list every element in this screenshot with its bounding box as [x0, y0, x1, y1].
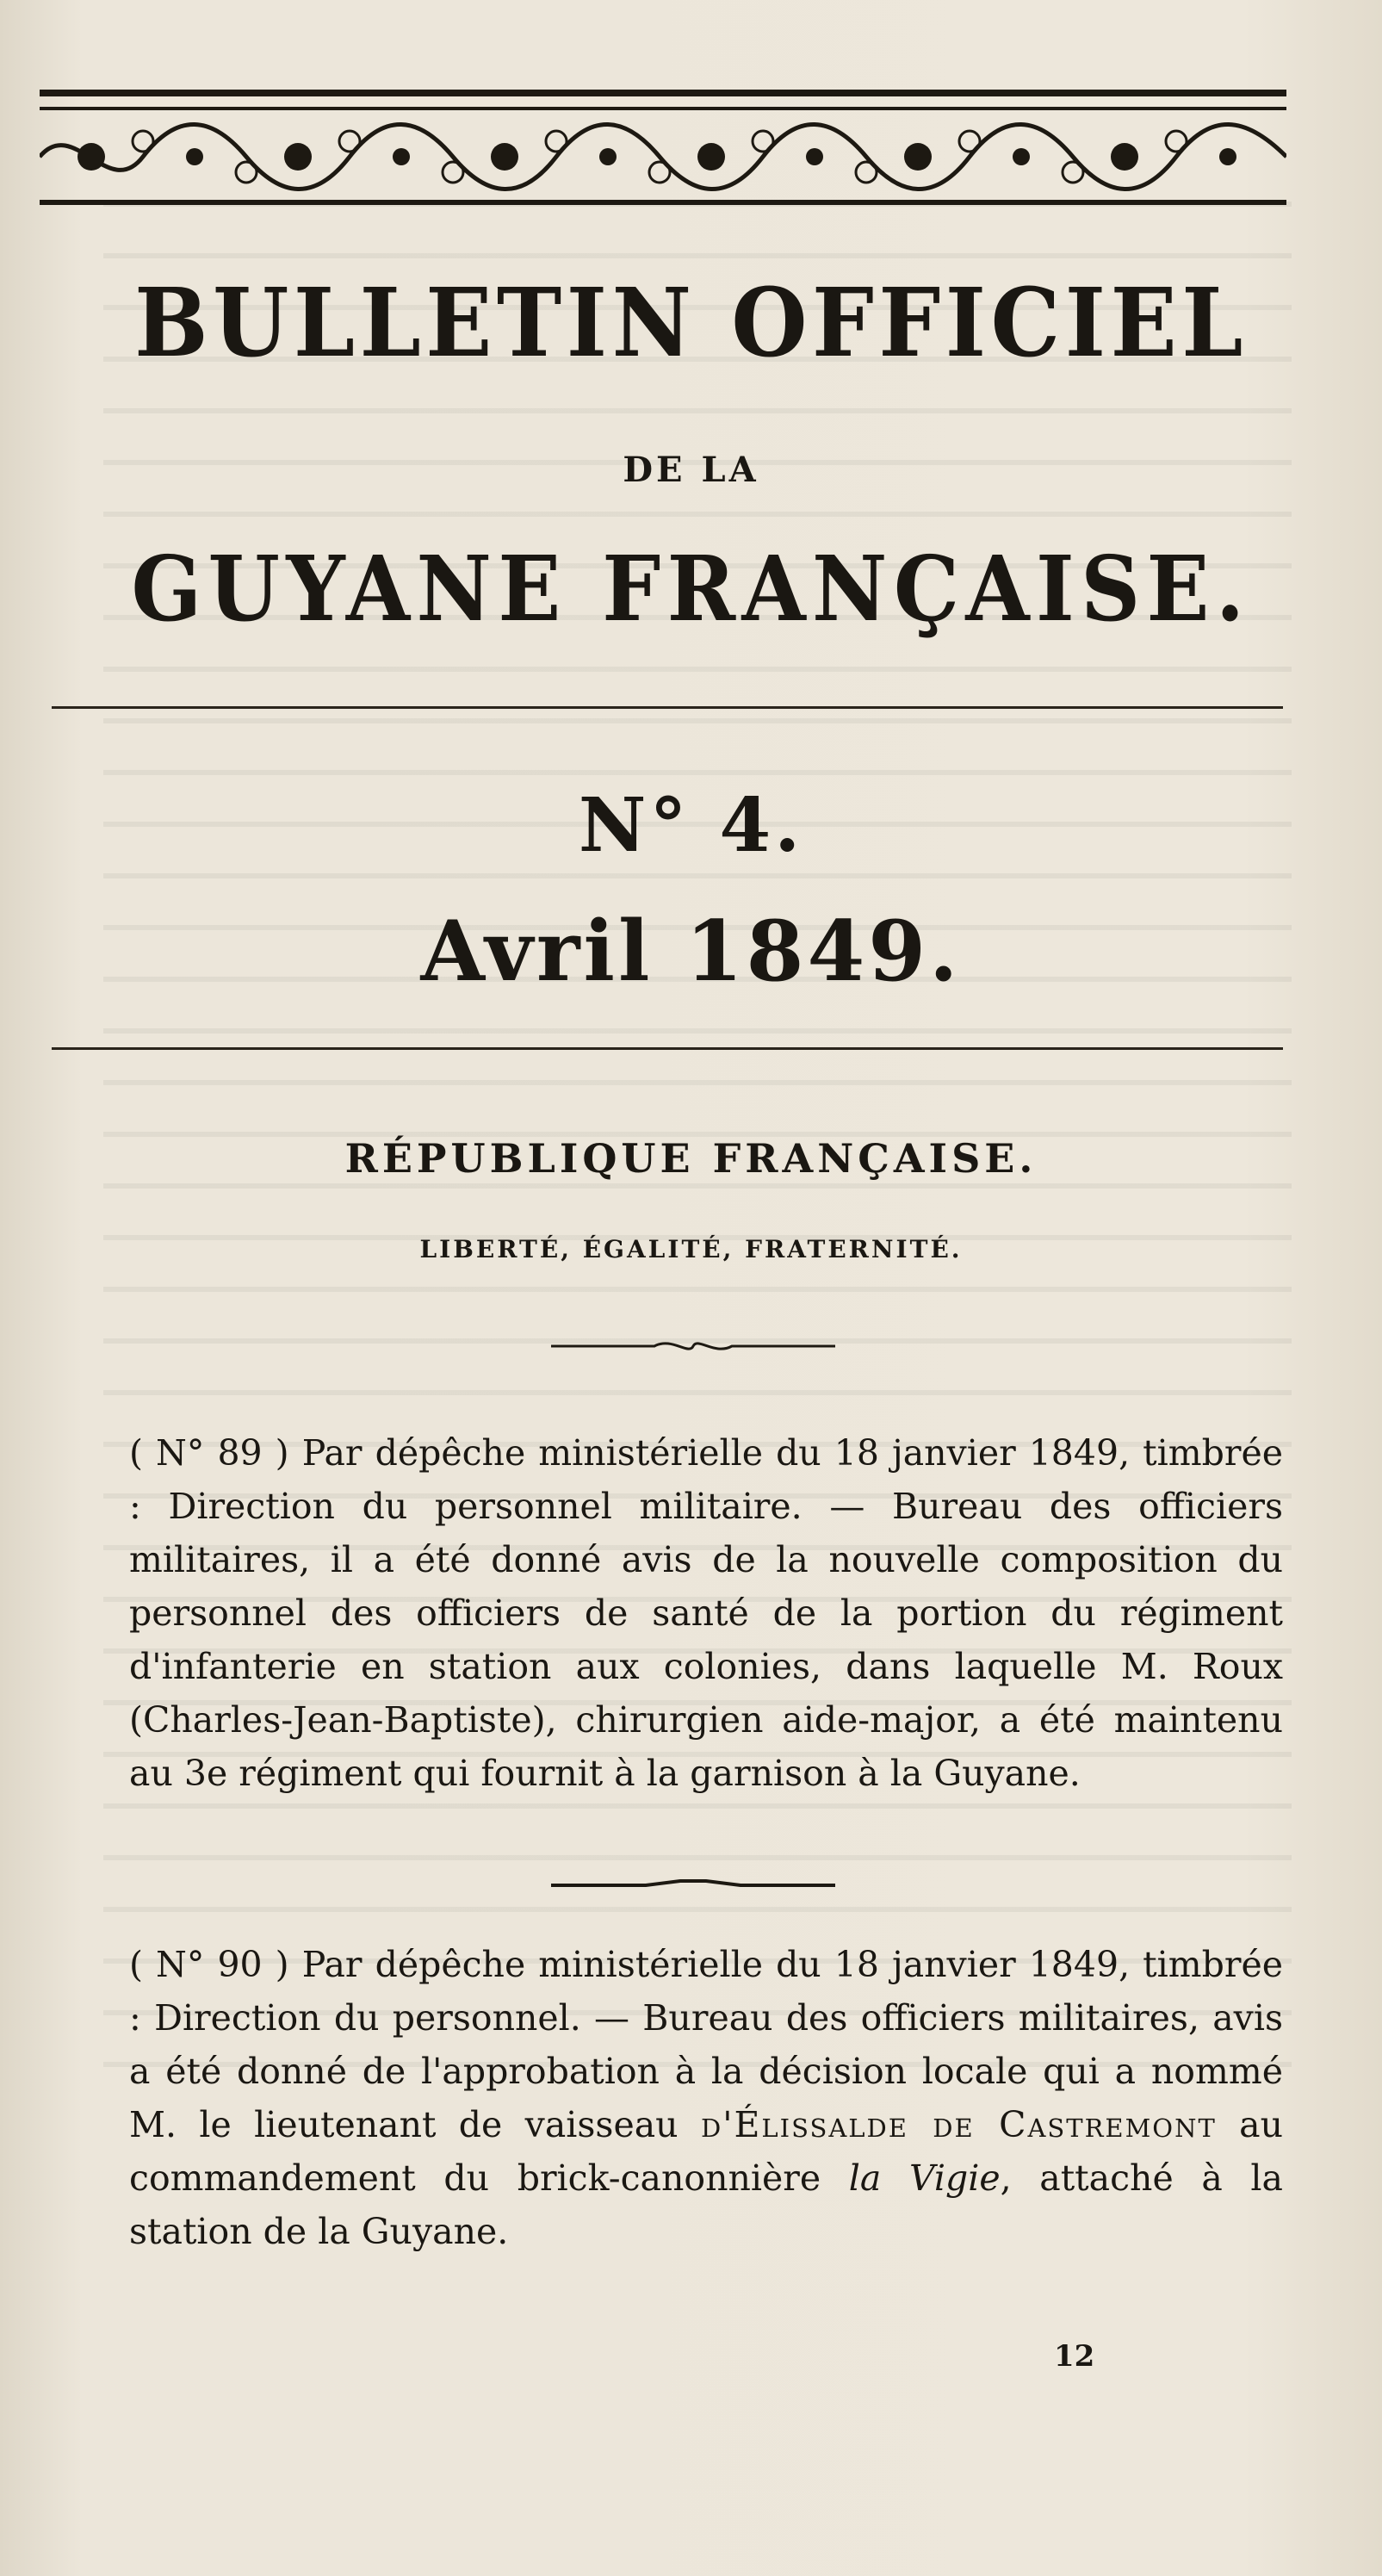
ornamental-frieze: [40, 90, 1286, 212]
issue-number: N° 4.: [578, 782, 804, 869]
paragraph-text: au commandement du brick-canonnière: [129, 2104, 1283, 2199]
separator-flourish: [551, 1876, 835, 1895]
page-number: 12: [1054, 2339, 1095, 2374]
paragraph-text: Par dépêche ministérielle du 18 janvier 1849, timbrée : Direction du personnel. — Bureau des officiers militaires, avis a été donné de l'approbation à la décision locale qui a nommé M. le lieutenant de vaisseau: [129, 1944, 1283, 2145]
title-connector: DE LA: [623, 450, 759, 490]
issue-date: Avril 1849.: [420, 903, 962, 1000]
colony-title: GUYANE FRANÇAISE.: [131, 536, 1251, 642]
ship-name: la Vigie: [848, 2157, 1001, 2199]
paragraph-number: ( N° 89 ): [129, 1432, 289, 1474]
paragraph-90: [129, 1938, 1283, 2258]
republic-heading: RÉPUBLIQUE FRANÇAISE.: [344, 1135, 1038, 1182]
officer-name: d'Élissalde de Castremont: [700, 2104, 1217, 2145]
paragraph-text: , attaché à la station de la Guyane.: [129, 2157, 1283, 2252]
paragraph-number: ( N° 90 ): [129, 1944, 289, 1985]
bulletin-title: BULLETIN OFFICIEL: [134, 267, 1248, 378]
divider-rule: [52, 1047, 1283, 1050]
paragraph-text: Par dépêche ministérielle du 18 janvier 1849, timbrée : Direction du personnel militaire. — Bureau des officiers militaires, il a été donné avis de la nouvelle composition du personnel des officiers de santé de la portion du régiment d'infanterie en station aux colonies, dans laquelle M. Roux (Charles-Jean-Baptiste), chirurgien aide-major, a été maintenu au 3e régiment qui fournit à la garnison à la Guyane.: [129, 1432, 1283, 1794]
paragraph-89: [129, 1426, 1283, 1800]
separator-flourish: [551, 1337, 835, 1356]
republic-motto: LIBERTÉ, ÉGALITÉ, FRATERNITÉ.: [419, 1235, 963, 1263]
divider-rule: [52, 706, 1283, 709]
